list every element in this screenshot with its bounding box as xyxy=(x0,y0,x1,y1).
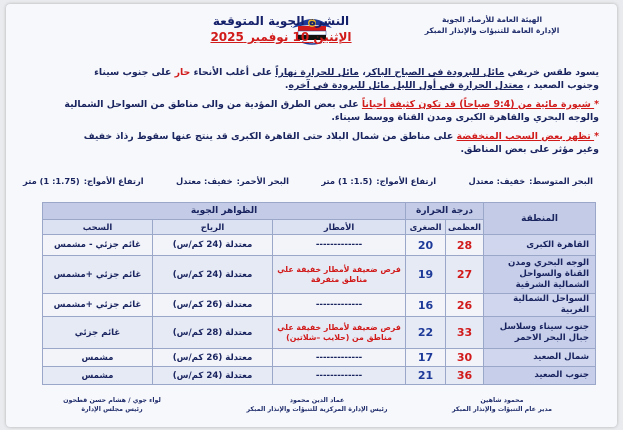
bullet-icon: * xyxy=(594,131,599,142)
region-cell: جنوب سيناء وسلاسل جبال البحر الاحمر xyxy=(484,317,596,349)
wind-cell: معتدلة (26 كم/س) xyxy=(153,294,273,317)
cloud-cell: غائم جزئي +مشمس xyxy=(43,294,153,317)
organization-name xyxy=(397,14,587,36)
max-temp-cell: 36 xyxy=(446,367,484,385)
wind-cell: معتدلة (28 كم/س) xyxy=(153,317,273,349)
cloud-note xyxy=(19,130,599,156)
red-sea-state: خفيف: معتدل xyxy=(175,176,233,186)
fog-warning-highlight: شبورة مائية من (9:4 صباحاً) قد تكون كثيفة أحياناً xyxy=(361,99,595,110)
signature-title: مدير عام التنبؤات والإنذار المبكر xyxy=(452,406,552,413)
summary-text-2: على أغلب الأنحاء xyxy=(190,67,276,78)
summary-text: يسود طقس خريفي xyxy=(504,67,599,78)
col-min-header: الصغرى xyxy=(406,220,446,235)
max-temp-cell: 26 xyxy=(446,294,484,317)
red-sea-label: البحر الأحمر: xyxy=(236,176,289,186)
signature-name: عماد الدين محمود xyxy=(289,397,345,404)
forecast-table xyxy=(42,202,596,385)
min-temp-cell: 21 xyxy=(406,367,446,385)
med-sea-waves xyxy=(321,176,436,186)
col-temp-header: درجة الحرارة xyxy=(406,203,484,220)
bulletin-title-block xyxy=(206,14,356,46)
bulletin-title: النشرة الجوية المتوقعة xyxy=(212,14,350,28)
table-row xyxy=(43,256,596,294)
fog-warning xyxy=(19,98,599,124)
cloud-note-text: على مناطق من شمال البلاد حتى القاهرة الكبرى قد ينتج عنها سقوط رذاذ خفيف xyxy=(83,131,457,142)
col-max-header: العظمى xyxy=(446,220,484,235)
bullet-icon: * xyxy=(594,99,599,110)
table-row xyxy=(43,294,596,317)
fog-warning-text-2: والوجه البحري والقاهرة الكبرى ومدن القناة ووسط سيناء. xyxy=(331,112,599,123)
signature-title: رئيس مجلس الإدارة xyxy=(81,406,143,413)
med-sea xyxy=(469,176,593,186)
cloud-cell: غائم جزئي +مشمس xyxy=(43,256,153,294)
min-temp-cell: 19 xyxy=(406,256,446,294)
med-wave-value: (1.5: 1) متر xyxy=(321,176,373,186)
signature-central-director xyxy=(232,396,402,414)
summary-text-4: وجنوب الصعيد ، xyxy=(523,80,599,91)
max-temp-cell: 27 xyxy=(446,256,484,294)
org-line-1: الهيئة العامة للأرصاد الجوية xyxy=(441,15,543,24)
max-temp-cell: 30 xyxy=(446,349,484,367)
cloud-cell: غائم جزئي - مشمس xyxy=(43,235,153,256)
wind-cell: معتدلة (24 كم/س) xyxy=(153,367,273,385)
table-row xyxy=(43,367,596,385)
min-temp-cell: 16 xyxy=(406,294,446,317)
rain-cell: ------------- xyxy=(273,235,406,256)
col-region-header: المنطقة xyxy=(484,203,596,235)
table-row xyxy=(43,349,596,367)
rain-cell: ------------- xyxy=(273,294,406,317)
min-temp-cell: 17 xyxy=(406,349,446,367)
rain-cell: فرص ضعيفة لأمطار خفيفة علي مناطق متفرقة xyxy=(273,256,406,294)
signature-name: لواء جوي / هشام حسن قطحون xyxy=(63,397,161,404)
region-cell: شمال الصعيد xyxy=(484,349,596,367)
org-line-2: الإدارة العامة للتنبؤات والإنذار المبكر xyxy=(424,26,560,35)
cloud-cell: غائم جزئي xyxy=(43,317,153,349)
summary-end: . xyxy=(284,80,289,91)
cloud-note-text-2: وغير مؤثر على بعض المناطق. xyxy=(460,144,599,155)
med-wave-label: ارتفاع الأمواج: xyxy=(376,176,437,186)
bulletin-date: الإثنين 10 نوفمبر 2025 xyxy=(210,30,352,44)
region-cell: القاهرة الكبرى xyxy=(484,235,596,256)
region-cell: جنوب الصعيد xyxy=(484,367,596,385)
summary-night: معتدل الحرارة في أول الليل مائل للبرودة في آخره xyxy=(288,80,524,91)
table-row xyxy=(43,235,596,256)
col-cloud-header: السحب xyxy=(43,220,153,235)
signature-chairman xyxy=(52,396,172,414)
bulletin-header xyxy=(6,4,617,56)
wind-cell: معتدلة (26 كم/س) xyxy=(153,349,273,367)
cloud-cell: مشمس xyxy=(43,349,153,367)
col-rain-header: الأمطار xyxy=(273,220,406,235)
wind-cell: معتدلة (24 كم/س) xyxy=(153,256,273,294)
signature-title: رئيس الإدارة المركزية للتنبؤات والإنذار المبكر xyxy=(246,406,388,413)
summary-sep: ، xyxy=(358,67,366,78)
cloud-cell: مشمس xyxy=(43,367,153,385)
sea-state xyxy=(23,176,593,186)
summary-hot: حار xyxy=(174,67,191,78)
max-temp-cell: 33 xyxy=(446,317,484,349)
summary-morning: مائل للبرودة في الصباح الباكر xyxy=(365,67,505,78)
rain-cell: ------------- xyxy=(273,367,406,385)
col-phenomena-header: الظواهر الجوية xyxy=(43,203,406,220)
rain-cell: فرص ضعيفة لأمطار خفيفة علي مناطق من (حلايب –شلاتين) xyxy=(273,317,406,349)
med-sea-state: خفيف: معتدل xyxy=(468,176,526,186)
red-wave-label: ارتفاع الأمواج: xyxy=(83,176,144,186)
bulletin-page xyxy=(6,4,617,427)
summary-day: مائل للحرارة نهاراً xyxy=(275,67,359,78)
red-sea xyxy=(176,176,289,186)
signature-name: محمود شاهين xyxy=(480,397,524,404)
wind-cell: معتدلة (24 كم/س) xyxy=(153,235,273,256)
red-wave-value: (1.75: 1) متر xyxy=(23,176,80,186)
rain-cell: ------------- xyxy=(273,349,406,367)
max-temp-cell: 28 xyxy=(446,235,484,256)
red-sea-waves xyxy=(23,176,144,186)
min-temp-cell: 20 xyxy=(406,235,446,256)
min-temp-cell: 22 xyxy=(406,317,446,349)
fog-warning-text: على بعض الطرق المؤدية من والى مناطق من السواحل الشمالية xyxy=(64,99,362,110)
region-cell: الوجه البحري ومدن القناة والسواحل الشمالية الشرقية xyxy=(484,256,596,294)
forecast-summary xyxy=(19,66,599,92)
table-row xyxy=(43,317,596,349)
col-wind-header: الرياح xyxy=(153,220,273,235)
summary-text-3: على جنوب سيناء xyxy=(94,67,175,78)
region-cell: السواحل الشمالية الغربية xyxy=(484,294,596,317)
cloud-note-highlight: تظهر بعض السحب المنخفضة xyxy=(456,131,595,142)
signature-forecast-director xyxy=(427,396,577,414)
med-sea-label: البحر المتوسط: xyxy=(529,176,593,186)
